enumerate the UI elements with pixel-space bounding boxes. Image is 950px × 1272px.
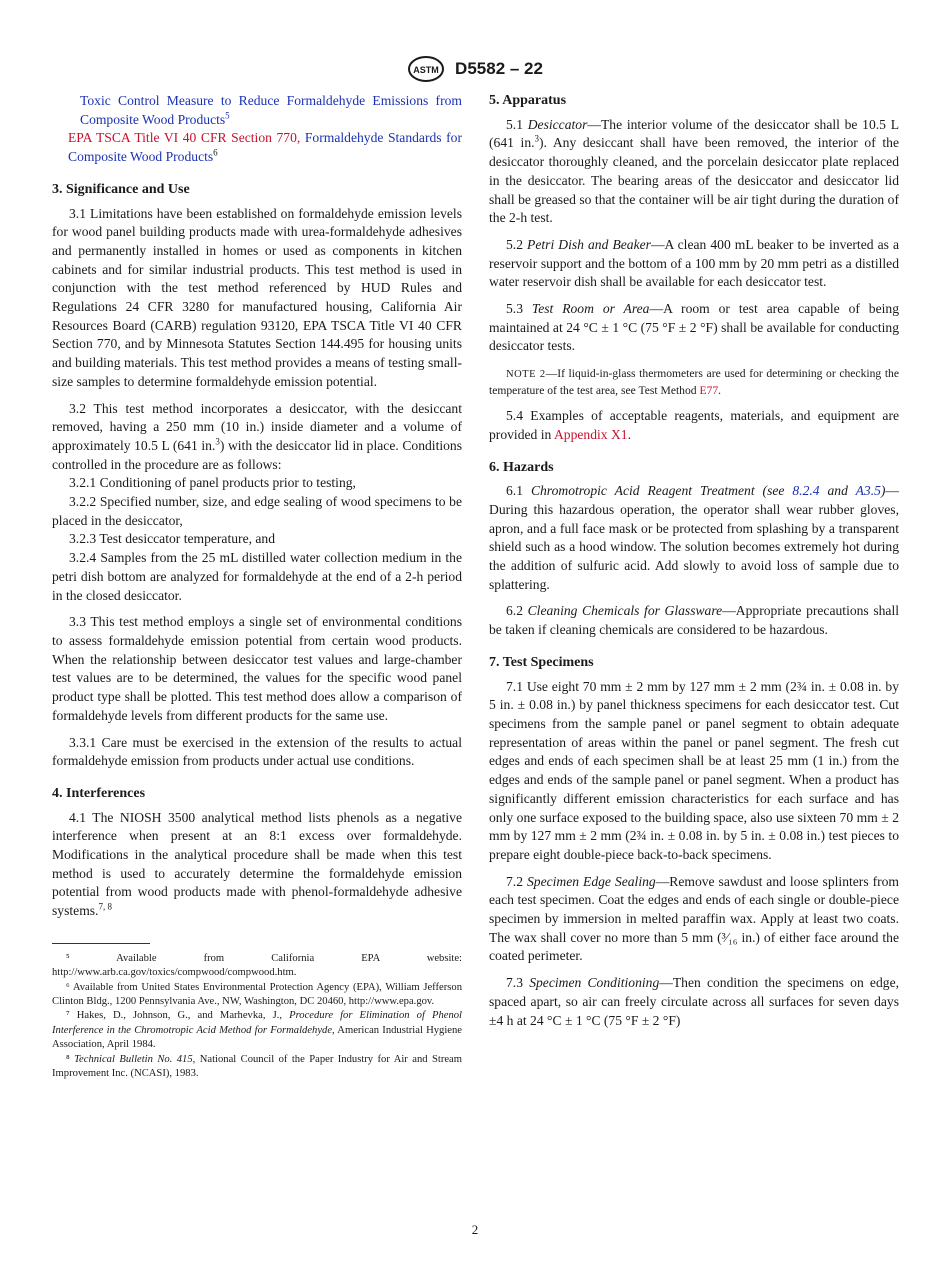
footnote-6: ⁶ Available from United States Environmental Protection Agency (EPA), William Jefferson Clinton Bldg., 1200 Pennsylvania Ave., NW, Washington, DC 20460, http://www.epa.gov. — [52, 981, 462, 1008]
astm-logo-icon — [407, 55, 445, 83]
page-number: 2 — [471, 1222, 479, 1237]
section-7-heading: 7. Test Specimens — [489, 654, 594, 670]
footnote-7: ⁷ Hakes, D., Johnson, G., and Marhevka, J., Procedure for Elimination of Phenol Interference in the Chromotropic Acid Method for Formaldehyde, American Industrial Hygiene Association, April 1984. — [52, 1010, 462, 1051]
section-3-heading: 3. Significance and Use — [52, 181, 190, 197]
footnote-5: ⁵ Available from California EPA website: http://www.arb.ca.gov/toxics/compwood/compwood.htm. — [52, 952, 462, 979]
para-5-4: 5.4 Examples of acceptable reagents, materials, and equipment are provided in Appendix X1. — [489, 408, 899, 442]
para-7-2: 7.2 Specimen Edge Sealing—Remove sawdust and loose splinters from each test specimen. Coat the edges and ends of each single or double-piece specimen by immersion in melted paraffin wax. Apply at least two coats. The wax shall cover no more than 5 mm (³⁄₁₆ in.) of either face around the coated perimeter. — [489, 873, 900, 964]
reference-epa[interactable]: EPA TSCA Title VI 40 CFR Section 770, Formaldehyde Standards for Composite Wood Products$^6$ — [68, 130, 462, 165]
para-5-3: 5.3 Test Room or Area—A room or test area capable of being maintained at 24 °C ± 1 °C (75 °F ± 2 °F) shall be available for conducting desiccator tests. — [489, 301, 899, 354]
note-2: NOTE 2—If liquid-in-glass thermometers are used for determining or checking the temperature of the test area, see Test Method E77. — [489, 367, 899, 398]
para-3-2: 3.2 This test method incorporates a desiccator, with the desiccant removed, having a 250 mm (10 in.) inside diameter and a volume of approximately 10.5 L (641 in.$^3$) with the desiccator lid in place. Conditions controlled in the procedure are as follows: — [52, 400, 463, 472]
svg-text:ASTM: ASTM — [413, 65, 439, 75]
section-5-heading: 5. Apparatus — [489, 93, 567, 108]
section-6-heading: 6. Hazards — [489, 459, 554, 475]
para-3-2-2: 3.2.2 Specified number, size, and edge sealing of wood specimens to be placed in the desiccator, — [52, 494, 462, 528]
link-e77[interactable]: E77 — [699, 384, 719, 398]
document-id: D5582 – 22 — [455, 59, 543, 78]
right-column — [489, 92, 899, 1030]
para-4-1: 4.1 The NIOSH 3500 analytical method lists phenols as a negative interference when present at an 8:1 excess over formaldehyde. Modifications in the analytical procedure shall be made when this test method is used to accurately determine the formaldehyde emission potential from wood products made with phenol-formaldehyde adhesive systems.$^{7, 8}$ — [52, 809, 462, 919]
para-3-1: 3.1 Limitations have been established on formaldehyde emission levels for wood panel building products made with urea-formaldehyde adhesives and permanently installed in homes or used as components in kitchen cabinets and for similar industrial products. This test method is used in conjunction with the test method referenced by HUD Rules and Regulations 24 CFR 3280 for manufactured housing, California Air Resources Board (CARB) regulation 93120, EPA TSCA Title VI 40 CFR Section 770, and by Minnesota Statutes Section 144.495 for housing units and building materials. This test method provides a means of testing small-size samples to determine formaldehyde emission potential. — [52, 205, 462, 389]
para-6-1: 6.1 Chromotropic Acid Reagent Treatment (see 8.2.4 and A3.5)—During this hazardous operation, the operator shall wear rubber gloves, apron, and a full face mask or be protected from splashing by a transparent shield such as a hood window. The solution becomes extremely hot during the addition of sulfuric acid. Add slowly to avoid loss of sample due to splattering. — [489, 483, 900, 592]
footnote-8: ⁸ Technical Bulletin No. 415, National Council of the Paper Industry for Air and Stream Improvement Inc. (NCASI), 1983. — [52, 1053, 462, 1080]
para-3-3-1: 3.3.1 Care must be exercised in the extension of the results to actual formaldehyde emission from products under actual use conditions. — [52, 734, 462, 769]
link-appendix-x1[interactable]: Appendix X1 — [553, 426, 628, 442]
section-4-heading: 4. Interferences — [52, 785, 146, 801]
para-3-2-1: 3.2.1 Conditioning of panel products prior to testing, — [69, 475, 356, 491]
para-3-2-3: 3.2.3 Test desiccator temperature, and — [69, 531, 276, 547]
para-7-3: 7.3 Specimen Conditioning—Then condition the specimens on edge, spaced apart, so air can freely circulate across all surfaces for seven days ±4 h at 24 °C ± 1 °C (75 °F ± 2 °F) — [489, 975, 899, 1028]
para-3-3: 3.3 This test method employs a single set of environmental conditions to assess formaldehyde emission potential from certain wood products. When the relationship between desiccator test values and large-chamber test values are to be determined, the values for the specific wood panel product type shall be plotted. This test method does allow a comparison of formaldehyde levels from different products for the same use. — [52, 614, 462, 723]
para-7-1: 7.1 Use eight 70 mm ± 2 mm by 127 mm ± 2 mm (2¾ in. ± 0.08 in. by 5 in. ± 0.08 in.) by panel thickness specimens for each desiccator test. Cut specimens from the sample panel or panel segment to obtain adequate representation of areas within the panel or panel segment. The fresh cut edges and ends of each specimen shall be at least 25 mm (1 in.) from the edges and ends of the sample panel or panel segment. When a product has significantly different emission characteristics for each surface and has only one surface exposed to the building space, also use sixteen 70 mm ± 2 mm by 127 mm ± 2 mm (2¾ in. ± 0.08 in. by 5 in. ± 0.08 in.) test pieces to prepare eight double-piece back-to-back specimens. — [489, 678, 899, 862]
link-8-2-4[interactable]: 8.2.4 — [792, 483, 820, 499]
link-a3-5[interactable]: A3.5 — [855, 483, 881, 499]
footnote-divider — [52, 943, 150, 944]
para-5-1: 5.1 Desiccator—The interior volume of the desiccator shall be 10.5 L (641 in.$^3$). Any desiccant shall have been removed, the interior of the desiccator thoroughly cleaned, and the porcelain desiccator plate replaced in the desiccator. The bearing areas of the desiccator and desiccator lid shall be greased so that the container will be air tight during the duration of the 2-h test. — [489, 116, 899, 226]
left-column — [52, 92, 462, 1081]
para-5-2: 5.2 Petri Dish and Beaker—A clean 400 mL beaker to be inverted as a reservoir support and the bottom of a 100 mm by 20 mm petri as a distilled water reservoir dish shall be available for each desiccator test. — [489, 236, 899, 290]
page-header — [0, 55, 950, 83]
reference-carb[interactable]: Toxic Control Measure to Reduce Formaldehyde Emissions from Composite Wood Products$^5$ — [80, 93, 462, 127]
para-3-2-4: 3.2.4 Samples from the 25 mL distilled water collection medium in the petri dish bottom are analyzed for formaldehyde at the end of a 2-h period in the closed desiccator. — [52, 550, 462, 603]
para-6-2: 6.2 Cleaning Chemicals for Glassware—Appropriate precautions shall be taken if cleaning chemicals are considered to be hazardous. — [489, 603, 900, 638]
